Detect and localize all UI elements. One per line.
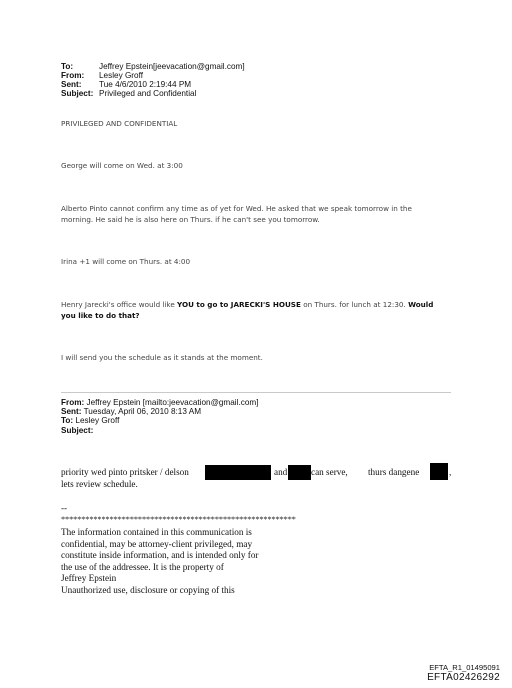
- subject-label: Subject:: [61, 89, 94, 98]
- subject-value: Privileged and Confidential: [99, 89, 197, 98]
- to-value: Jeffrey Epstein[jeevacation@gmail.com]: [99, 62, 245, 71]
- document-id-small: EFTA_R1_01495091: [429, 663, 500, 672]
- message-line-2: lets review schedule.: [61, 479, 138, 489]
- to-label: To:: [61, 62, 74, 71]
- henry-line-2: [61, 310, 140, 322]
- henry-text-b: YOU to go to JARECKI'S HOUSE: [177, 300, 301, 309]
- disclaimer-line-4: the use of the addressee. It is the property of: [61, 561, 224, 572]
- document-id-large: EFTA02426292: [427, 672, 500, 683]
- disclaimer-line-3: constitute inside information, and is intended only for: [61, 550, 259, 560]
- message-and: and: [274, 467, 288, 477]
- irina-line: Irina +1 will come on Thurs. at 4:00: [61, 257, 191, 266]
- sent-value: Tue 4/6/2010 2:19:44 PM: [99, 80, 192, 89]
- henry-text-d: Would: [408, 300, 434, 309]
- quoted-from-value: Jeffrey Epstein [mailto:jeevacation@gmail.com]: [84, 398, 259, 407]
- quoted-to-row: [61, 416, 119, 426]
- disclaimer-line-6: Unauthorized use, disclosure or copying of this: [61, 584, 235, 595]
- message-comma: ,: [449, 467, 452, 477]
- separator-rule: [61, 392, 451, 393]
- quoted-sent-label: Sent:: [61, 407, 82, 416]
- redaction-block-3: [430, 463, 448, 480]
- signature-dashes: --: [61, 503, 68, 513]
- quoted-subject-row: [61, 426, 93, 436]
- quoted-subject-label: Subject:: [61, 426, 94, 435]
- sent-label: Sent:: [61, 80, 82, 89]
- disclaimer-line-5: Jeffrey Epstein: [61, 573, 117, 583]
- disclaimer-line-2: confidential, may be attorney-client privileged, may: [61, 538, 253, 549]
- george-line: George will come on Wed. at 3:00: [61, 161, 183, 170]
- redaction-block-1: [205, 465, 271, 480]
- henry-text-c: on Thurs. for lunch at 12:30.: [300, 300, 409, 309]
- redaction-block-2: [288, 465, 311, 480]
- quoted-to-value: Lesley Groff: [73, 416, 120, 425]
- pinto-line-1: Alberto Pinto cannot confirm any time as of yet for Wed. He asked that we speak tomorrow in the: [61, 204, 412, 213]
- quoted-sent-value: Tuesday, April 06, 2010 8:13 AM: [81, 407, 202, 416]
- message-line-1: priority wed pinto pritsker / delson: [61, 467, 189, 477]
- signature-stars: **********************************************************: [61, 515, 296, 524]
- quoted-from-label: From:: [61, 398, 85, 407]
- message-serve: can serve,: [311, 467, 348, 477]
- message-thurs: thurs dangene: [368, 467, 420, 477]
- pinto-line-2: morning. He said he is also here on Thurs. if he can't see you tomorrow.: [61, 215, 320, 224]
- disclaimer-line-1: The information contained in this communication is: [61, 527, 252, 537]
- schedule-line: I will send you the schedule as it stands at the moment.: [61, 353, 263, 362]
- privileged-line: PRIVILEGED AND CONFIDENTIAL: [61, 119, 178, 128]
- from-label: From:: [61, 71, 85, 80]
- from-value: Lesley Groff: [99, 71, 143, 80]
- henry-text-e: you like to do that?: [61, 311, 140, 320]
- henry-text-a: Henry Jarecki's office would like: [61, 300, 178, 309]
- quoted-to-label: To:: [61, 416, 74, 425]
